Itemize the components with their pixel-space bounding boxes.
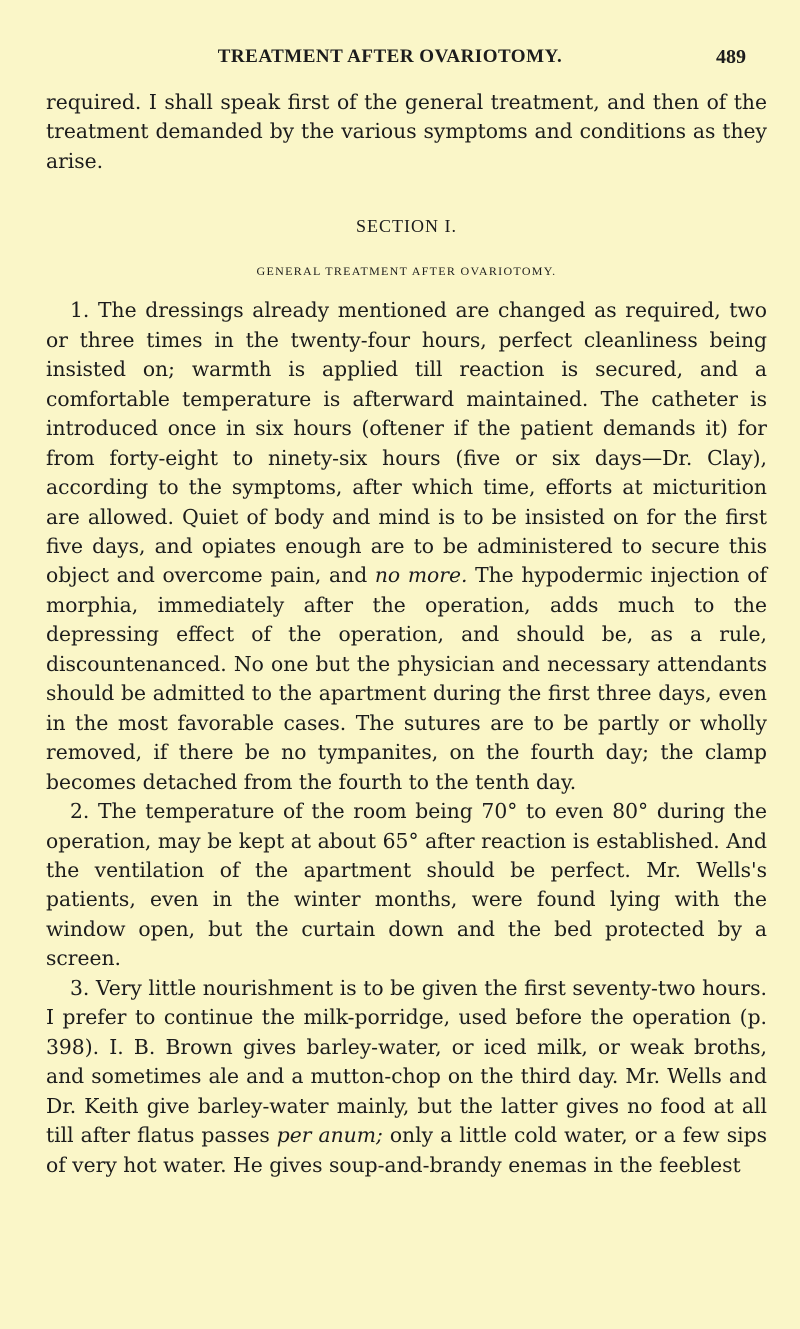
paragraph-2: 2. The temperature of the room being 70° to even 80° during the operation, may be kept at about 65° after reaction is established. And the ventilation of the apartment should be perfect. Mr. Wells's patients, even in the winter months, were found lying with the window open, but the curtain down and the bed protected by a screen. (46, 799, 767, 971)
paragraph-1 (46, 296, 767, 797)
paragraph-1-text-a: 1. The dressings already mentioned are changed as required, two or three times in the twenty-four hours, perfect cleanliness being insisted on; warmth is applied till reaction is secured, and a comfortable temperature is afterward maintained. The catheter is introduced once in six hours (oftener if the patient demands it) for from forty-eight to ninety-six hours (five or six days—Dr. Clay), according to the symptoms, after which time, efforts at micturition are allowed. Quiet of body and mind is to be insisted on for the first five days, and opiates enough are to be administered to secure this object and overcome pain, and (46, 298, 767, 588)
body-text (46, 88, 767, 1180)
paragraph-3-text-b: only a little cold water, or a few sips of very hot water. He gives soup-and-brandy enemas in the feeblest (46, 1123, 767, 1177)
paragraph-3-emphasis: per anum; (276, 1123, 383, 1148)
section-heading: SECTION I. (356, 216, 457, 237)
running-head (60, 46, 746, 76)
paragraph-1-text-b: The hypodermic injection of morphia, immediately after the operation, adds much to the depressing effect of the operation, and should be, as a rule, discountenanced. No one but the physician and necessary attendants should be admitted to the apartment during the first three days, even in the most favorable cases. The sutures are to be partly or wholly removed, if there be no tympanites, on the fourth day; the clamp becomes detached from the fourth to the tenth day. (46, 563, 767, 794)
intro-paragraph: required. I shall speak first of the general treatment, and then of the treatment demanded by the various symptoms and conditions as they arise. (46, 90, 767, 173)
page-number: 489 (716, 46, 746, 68)
paragraph-3-text-a: 3. Very little nourishment is to be given the first seventy-two hours. I prefer to continue the milk-porridge, used before the operation (p. 398). I. B. Brown gives barley-water, or iced milk, or weak broths, and sometimes ale and a mutton-chop on the third day. Mr. Wells and Dr. Keith give barley-water mainly, but the latter gives no food at all till after flatus passes (46, 975, 767, 1148)
paragraph-3 (46, 974, 767, 1180)
section-subheading: GENERAL TREATMENT AFTER OVARIOTOMY. (256, 264, 557, 279)
running-title: TREATMENT AFTER OVARIOTOMY. (217, 46, 563, 67)
paragraph-1-emphasis: no more. (374, 563, 468, 588)
